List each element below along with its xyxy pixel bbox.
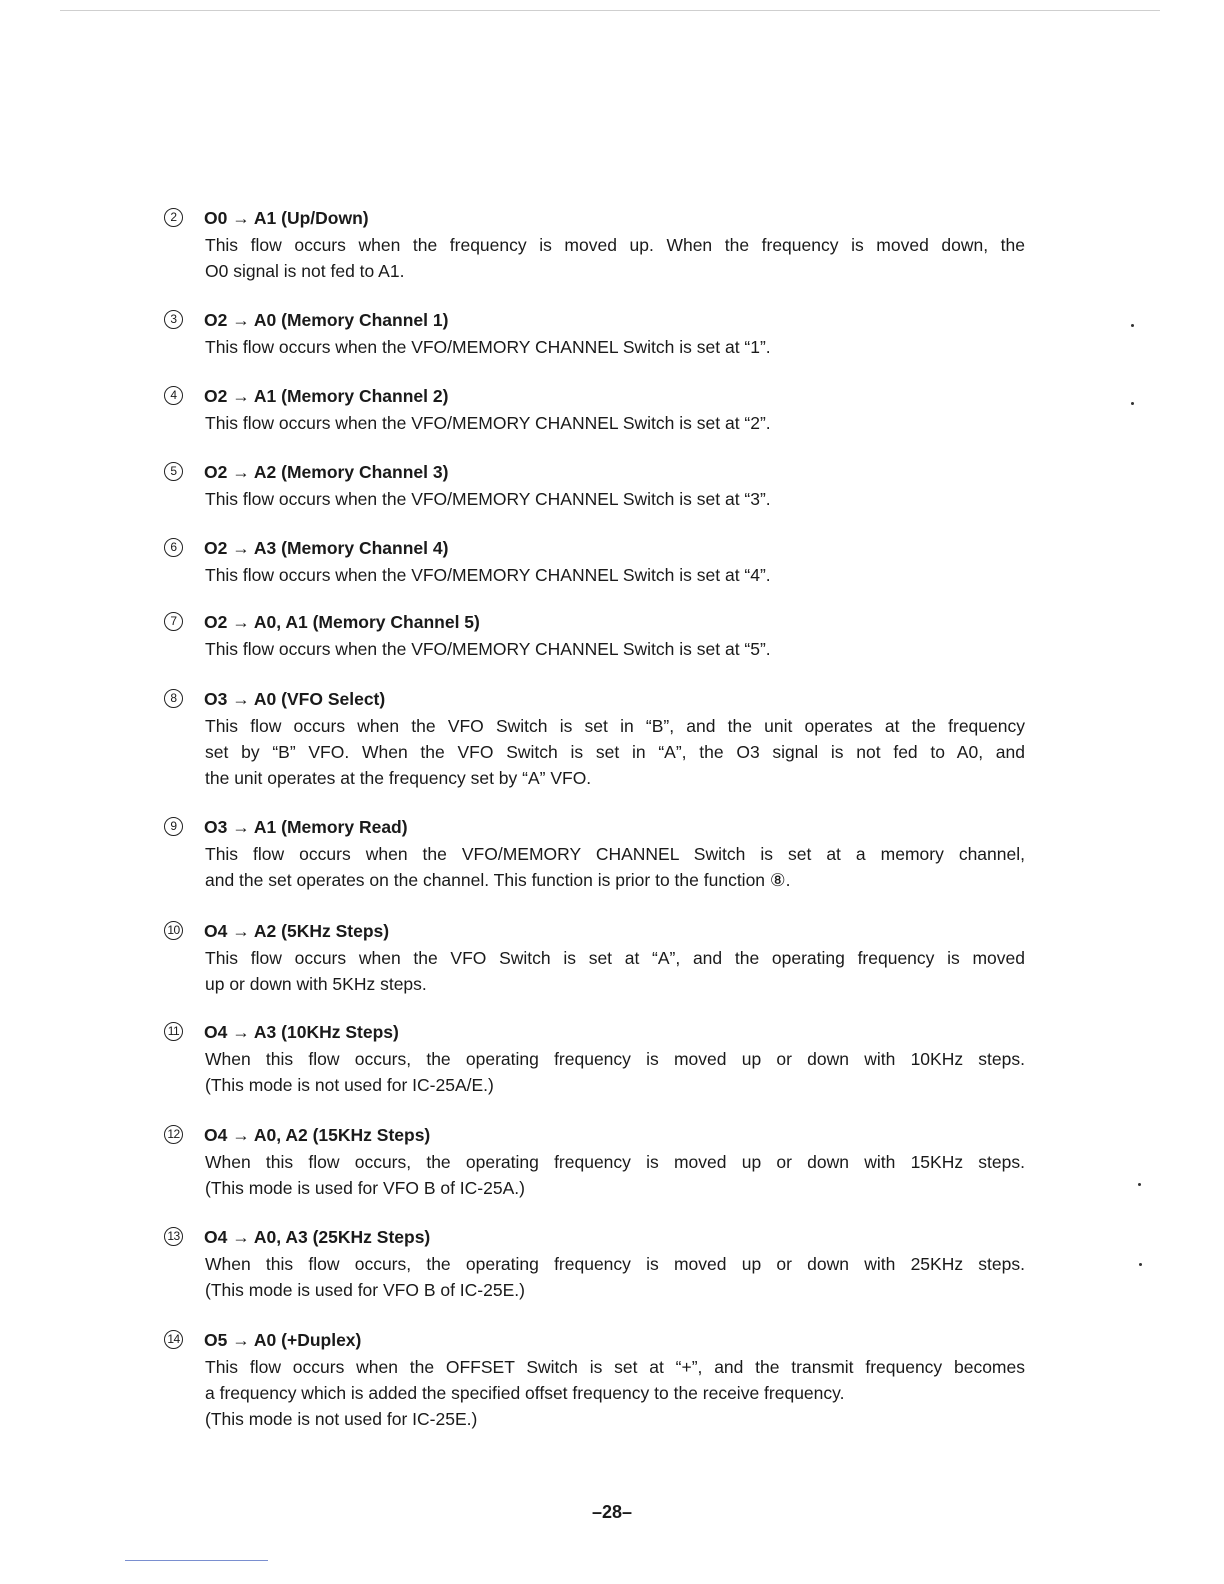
item-body — [205, 232, 1025, 284]
circled-number: 14 — [164, 1330, 183, 1349]
item-heading: O4 → A0, A3 (25KHz Steps) — [204, 1227, 431, 1247]
circled-number: 5 — [164, 462, 183, 481]
item-body — [205, 562, 1025, 588]
body-line: When this flow occurs, the operating frequency is moved up or down with 10KHz steps. — [205, 1049, 1025, 1069]
scan-speck — [1139, 1263, 1142, 1266]
item-heading: O4 → A0, A2 (15KHz Steps) — [204, 1125, 431, 1145]
list-item — [164, 1124, 1024, 1201]
circled-number: 8 — [164, 689, 183, 708]
item-heading: O2 → A2 (Memory Channel 3) — [204, 462, 449, 482]
page-number: –28– — [591, 1502, 633, 1522]
list-item — [164, 461, 1024, 512]
item-body — [205, 410, 1025, 436]
scan-speck — [1131, 402, 1134, 405]
item-body — [205, 945, 1025, 997]
circled-number: 10 — [164, 921, 183, 940]
list-item — [164, 920, 1024, 997]
item-body — [205, 334, 1025, 360]
body-line: This flow occurs when the VFO Switch is set in “B”, and the unit operates at the frequency — [205, 716, 1025, 736]
body-line: (This mode is used for VFO B of IC-25A.) — [205, 1178, 525, 1198]
body-line: This flow occurs when the VFO/MEMORY CHANNEL Switch is set at “5”. — [205, 639, 771, 659]
list-item — [164, 1226, 1024, 1303]
item-body — [205, 713, 1025, 791]
circled-number: 2 — [164, 208, 183, 227]
item-body — [205, 1354, 1025, 1432]
item-heading: O4 → A2 (5KHz Steps) — [204, 921, 390, 941]
body-line: This flow occurs when the VFO/MEMORY CHANNEL Switch is set at “4”. — [205, 565, 771, 585]
body-line: This flow occurs when the VFO/MEMORY CHANNEL Switch is set at “2”. — [205, 413, 771, 433]
circled-number: 9 — [164, 817, 183, 836]
list-item — [164, 309, 1024, 360]
circled-number: 6 — [164, 538, 183, 557]
item-heading: O3 → A1 (Memory Read) — [204, 817, 408, 837]
body-line: This flow occurs when the VFO Switch is set at “A”, and the operating frequency is moved — [205, 948, 1025, 968]
item-heading: O2 → A0 (Memory Channel 1) — [204, 310, 449, 330]
item-heading: O2 → A0, A1 (Memory Channel 5) — [204, 612, 480, 632]
item-heading: O2 → A1 (Memory Channel 2) — [204, 386, 449, 406]
list-item — [164, 385, 1024, 436]
list-item — [164, 1329, 1024, 1432]
scan-speck — [1131, 324, 1134, 327]
item-heading: O2 → A3 (Memory Channel 4) — [204, 538, 449, 558]
body-line: This flow occurs when the VFO/MEMORY CHANNEL Switch is set at a memory channel, — [205, 844, 1025, 864]
body-line: (This mode is used for VFO B of IC-25E.) — [205, 1280, 525, 1300]
item-body — [205, 636, 1025, 662]
body-line: set by “B” VFO. When the VFO Switch is set in “A”, the O3 signal is not fed to A0, and — [205, 742, 1025, 762]
list-item — [164, 688, 1024, 791]
body-line: This flow occurs when the VFO/MEMORY CHANNEL Switch is set at “1”. — [205, 337, 771, 357]
item-body — [205, 486, 1025, 512]
circled-number: 13 — [164, 1227, 183, 1246]
body-line: (This mode is not used for IC-25A/E.) — [205, 1075, 494, 1095]
item-body — [205, 1149, 1025, 1201]
list-item — [164, 1021, 1024, 1098]
scan-edge-line — [60, 10, 1160, 11]
scan-speck — [1138, 1183, 1141, 1186]
body-line: up or down with 5KHz steps. — [205, 974, 427, 994]
body-line: and the set operates on the channel. This function is prior to the function ⑧. — [205, 870, 791, 890]
item-heading: O3 → A0 (VFO Select) — [204, 689, 386, 709]
body-line: When this flow occurs, the operating frequency is moved up or down with 25KHz steps. — [205, 1254, 1025, 1274]
body-line: the unit operates at the frequency set by “A” VFO. — [205, 768, 592, 788]
item-heading: O4 → A3 (10KHz Steps) — [204, 1022, 399, 1042]
item-body — [205, 1046, 1025, 1098]
item-heading: O5 → A0 (+Duplex) — [204, 1330, 362, 1350]
body-line: O0 signal is not fed to A1. — [205, 261, 405, 281]
circled-number: 11 — [164, 1022, 183, 1041]
circled-number: 7 — [164, 612, 183, 631]
scan-edge-line — [125, 1560, 268, 1561]
item-heading: O0 → A1 (Up/Down) — [204, 208, 369, 228]
body-line: This flow occurs when the VFO/MEMORY CHANNEL Switch is set at “3”. — [205, 489, 771, 509]
body-line: When this flow occurs, the operating frequency is moved up or down with 15KHz steps. — [205, 1152, 1025, 1172]
circled-number: 12 — [164, 1125, 183, 1144]
body-line: (This mode is not used for IC-25E.) — [205, 1409, 478, 1429]
body-line: a frequency which is added the specified offset frequency to the receive frequency. — [205, 1383, 845, 1403]
item-body — [205, 1251, 1025, 1303]
item-body — [205, 841, 1025, 893]
circled-number: 4 — [164, 386, 183, 405]
list-item — [164, 207, 1024, 284]
list-item — [164, 816, 1024, 893]
list-item — [164, 537, 1024, 588]
body-line: This flow occurs when the OFFSET Switch is set at “+”, and the transmit frequency becomes — [205, 1357, 1025, 1377]
circled-number: 3 — [164, 310, 183, 329]
list-item — [164, 611, 1024, 662]
body-line: This flow occurs when the frequency is moved up. When the frequency is moved down, the — [205, 235, 1025, 255]
